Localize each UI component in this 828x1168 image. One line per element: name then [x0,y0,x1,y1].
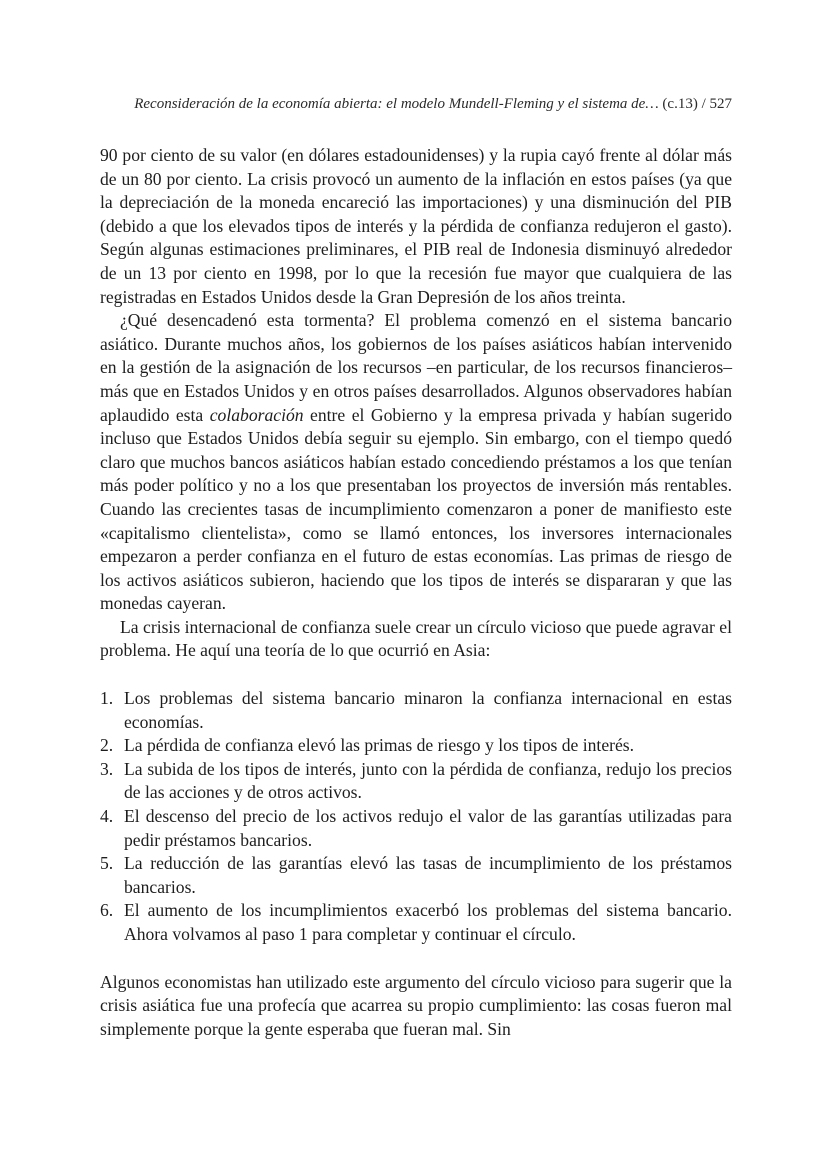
list-item [100,805,732,852]
running-head-separator: / [701,96,706,112]
emphasized-term: colaboración [209,404,304,425]
list-item [100,734,732,758]
list-item [100,899,732,946]
list-number: 6. [100,900,114,921]
chapter-reference: (c.13) [662,96,698,112]
list-item [100,687,732,734]
running-head [134,96,732,113]
list-number: 4. [100,806,114,827]
list-number: 1. [100,688,114,709]
list-item [100,758,732,805]
paragraph-text: ¿Qué desencadenó esta tormenta? El problema comenzó en el sistema bancario asiático. Durante muchos años, los gobiernos de los países asiáticos habían intervenido en la gestión de la asignación de los recursos –en particular, de los recursos financieros– más que en Estados Unidos y en otros países desarrollados. Algunos observadores habían aplaudido esta [100,310,732,425]
list-item-text: La reducción de las garantías elevó las tasas de incumplimiento de los préstamos bancarios. [124,853,732,897]
paragraph-vicious-circle-intro: La crisis internacional de confianza suele crear un círculo vicioso que puede agravar el problema. He aquí una teoría de lo que ocurrió en Asia: [100,616,732,661]
list-item-text: Los problemas del sistema bancario minaron la confianza internacional en estas economías. [124,688,732,732]
list-item-text: El aumento de los incumplimientos exacerbó los problemas del sistema bancario. Ahora volvamos al paso 1 para completar y continuar el círculo. [124,900,732,944]
paragraph-text: entre el Gobierno y la empresa privada y habían sugerido incluso que Estados Unidos debía seguir su ejemplo. Sin embargo, con el tiempo quedó claro que muchos bancos asiáticos habían estado concediendo préstamos a los que tenían más poder político y no a los que presentaban los proyectos de inversión más rentables. Cuando las crecientes tasas de incumplimiento comenzaron a poner de manifiesto este «capitalismo clientelista», como se llamó entonces, los inversores internacionales empezaron a perder confianza en el futuro de estas economías. Las primas de riesgo de los activos asiáticos subieron, haciendo que los tipos de interés se dispararan y que las monedas cayeran. [100,404,732,614]
list-item [100,852,732,899]
paragraph-storm-origin [100,309,732,616]
list-item-text: El descenso del precio de los activos redujo el valor de las garantías utilizadas para pedir préstamos bancarios. [124,806,732,850]
paragraph-self-fulfilling: Algunos economistas han utilizado este argumento del círculo vicioso para sugerir que la crisis asiática fue una profecía que acarrea su propio cumplimiento: las cosas fueron mal simplemente porque la gente esperaba que fueran mal. Sin [100,971,732,1039]
body-text [100,144,732,1041]
list-number: 3. [100,758,114,779]
list-number: 5. [100,853,114,874]
list-number: 2. [100,735,114,756]
running-head-title: Reconsideración de la economía abierta: el modelo Mundell-Fleming y el sistema de… [134,96,659,112]
paragraph-continuation: 90 por ciento de su valor (en dólares estadounidenses) y la rupia cayó frente al dólar más de un 80 por ciento. La crisis provocó un aumento de la inflación en estos países (ya que la depreciación de la moneda encareció las importaciones) y una disminución del PIB (debido a que los elevados tipos de interés y la pérdida de confianza redujeron el gasto). Según algunas estimaciones preliminares, el PIB real de Indonesia disminuyó alrededor de un 13 por ciento en 1998, por lo que la recesión fue mayor que cualquiera de las registradas en Estados Unidos desde la Gran Depresión de los años treinta. [100,145,732,307]
page-number: 527 [709,96,732,112]
list-item-text: La pérdida de confianza elevó las primas de riesgo y los tipos de interés. [124,735,635,756]
list-item-text: La subida de los tipos de interés, junto con la pérdida de confianza, redujo los precios de las acciones y de otros activos. [124,758,732,803]
numbered-list [100,687,732,947]
